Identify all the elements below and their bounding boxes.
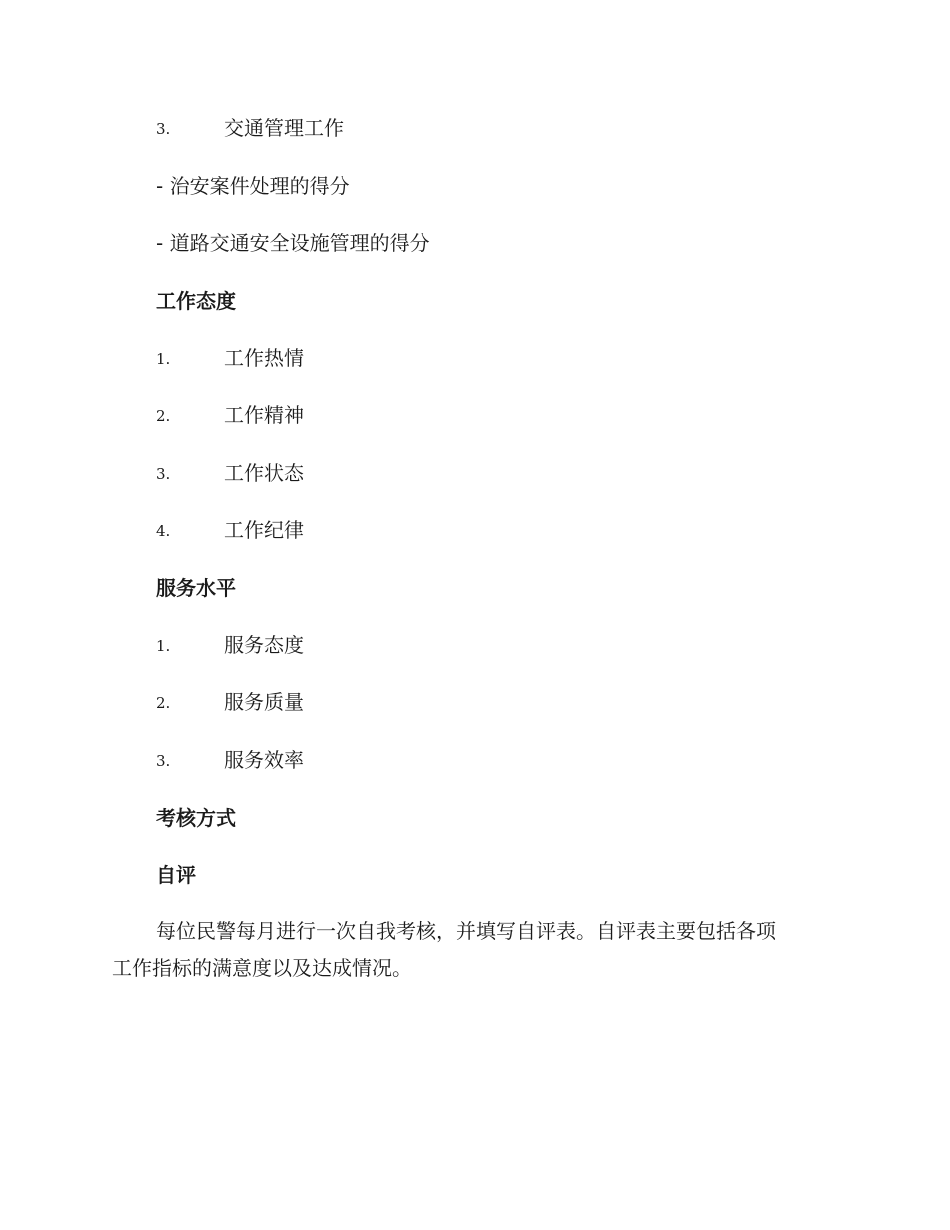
list-item: 服务质量 [224,690,304,714]
list-number: 1. [156,637,171,655]
list-item: 服务态度 [224,633,304,657]
heading-service-level: 服务水平 [156,576,236,600]
self-evaluation-paragraph [112,913,842,987]
list-item: 工作精神 [224,403,304,427]
list-number: 3. [156,120,171,138]
sub-item-public-security-cases: - 治安案件处理的得分 [156,174,350,198]
paragraph-line: 工作指标的满意度以及达成情况。 [112,956,412,980]
sub-item-road-safety-facilities: - 道路交通安全设施管理的得分 [156,231,430,255]
list-item: 服务效率 [224,748,304,772]
list-item: 工作热情 [224,346,304,370]
list-item: 工作纪律 [224,518,304,542]
list-number: 2. [156,407,171,425]
heading-work-attitude: 工作态度 [156,289,236,313]
list-number: 4. [156,522,171,540]
heading-self-evaluation: 自评 [156,863,196,887]
list-number: 2. [156,694,171,712]
paragraph-line: 每位民警每月进行一次自我考核，并填写自评表。自评表主要包括各项 [156,919,776,943]
heading-assessment-method: 考核方式 [156,806,236,830]
list-number: 3. [156,752,171,770]
list-item-traffic-management: 交通管理工作 [224,116,344,140]
list-number: 3. [156,465,171,483]
list-number: 1. [156,350,171,368]
list-item: 工作状态 [224,461,304,485]
